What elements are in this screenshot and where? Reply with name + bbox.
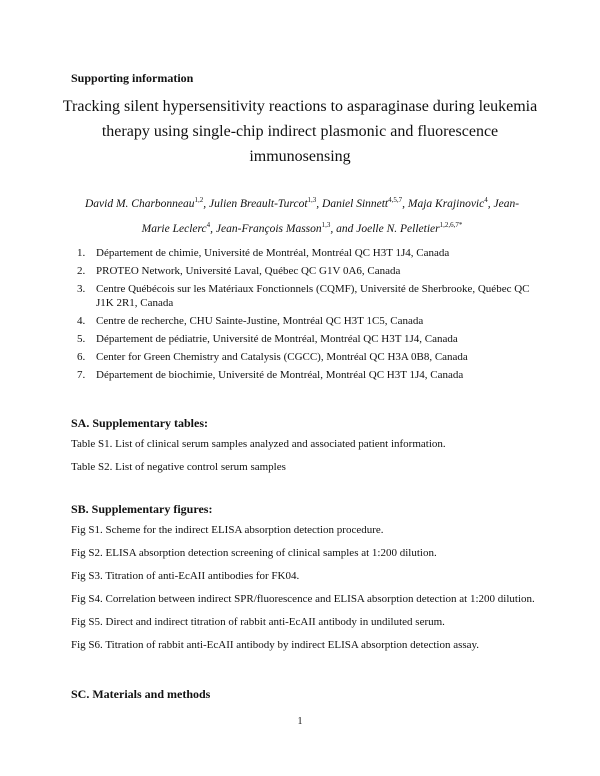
affiliation-item: 3. Centre Québécois sur les Matériaux Fonctionnels (CQMF), Université de Sherbrooke, Québec QC J1K 2R1, Canada xyxy=(77,283,530,309)
affiliation-item: 7. Département de biochimie, Université de Montréal, Montréal QC H3T 1J4, Canada xyxy=(77,369,464,381)
figure-entry: Fig S1. Scheme for the indirect ELISA absorption detection procedure. xyxy=(71,524,384,536)
table-entry: Table S1. List of clinical serum samples analyzed and associated patient information. xyxy=(71,438,446,450)
affiliation-item: 5. Département de pédiatrie, Université de Montréal, Montréal QC H3T 1J4, Canada xyxy=(77,333,458,345)
supplementary-figures-heading: SB. Supplementary figures: xyxy=(71,502,213,516)
supplementary-tables-list xyxy=(71,438,541,484)
supporting-information-heading: Supporting information xyxy=(71,71,194,85)
affiliation-item: 2. PROTEO Network, Université Laval, Québec QC G1V 0A6, Canada xyxy=(77,265,401,277)
author: Joelle N. Pelletier$^{1,2,6,7*}$ xyxy=(356,220,463,235)
supplementary-figures-list xyxy=(71,524,541,662)
author-list xyxy=(71,190,533,240)
affiliation-list xyxy=(71,246,541,386)
affiliation-item: 1. Département de chimie, Université de Montréal, Montréal QC H3T 1J4, Canada xyxy=(77,247,450,259)
author: Daniel Sinnett$^{4,5,7}$, xyxy=(322,196,408,210)
figure-entry: Fig S6. Titration of rabbit anti-EcAII antibody by indirect ELISA absorption detection assay. xyxy=(71,639,480,651)
author: David M. Charbonneau$^{1,2}$, xyxy=(84,196,210,210)
figure-entry: Fig S2. ELISA absorption detection screening of clinical samples at 1:200 dilution. xyxy=(71,547,437,559)
figure-entry: Fig S4. Correlation between indirect SPR/fluorescence and ELISA absorption detection at 1:200 dilution. xyxy=(71,593,535,605)
affiliation-item: 4. Centre de recherche, CHU Sainte-Justine, Montréal QC H3T 1C5, Canada xyxy=(77,315,424,327)
table-entry: Table S2. List of negative control serum samples xyxy=(71,461,286,473)
affiliation-item: 6. Center for Green Chemistry and Catalysis (CGCC), Montréal QC H3A 0B8, Canada xyxy=(77,351,468,363)
figure-entry: Fig S3. Titration of anti-EcAII antibodies for FK04. xyxy=(71,570,300,582)
page-number: 1 xyxy=(297,716,303,727)
materials-methods-heading: SC. Materials and methods xyxy=(71,687,211,701)
author: Julien Breault-Turcot$^{1,3}$, xyxy=(209,196,323,210)
figure-entry: Fig S5. Direct and indirect titration of rabbit anti-EcAII antibody in undiluted serum. xyxy=(71,616,445,628)
author: Jean-Marie Leclerc$^4$, xyxy=(141,197,520,235)
supplementary-tables-heading: SA. Supplementary tables: xyxy=(71,416,209,430)
author: Jean-François Masson$^{1,3}$, and xyxy=(215,220,357,235)
paper-title: Tracking silent hypersensitivity reactions to asparaginase during leukemia therapy using single-chip indirect plasmonic and fluorescence immunosensing xyxy=(62,98,538,165)
author: Maja Krajinovic$^4$, xyxy=(407,196,494,210)
